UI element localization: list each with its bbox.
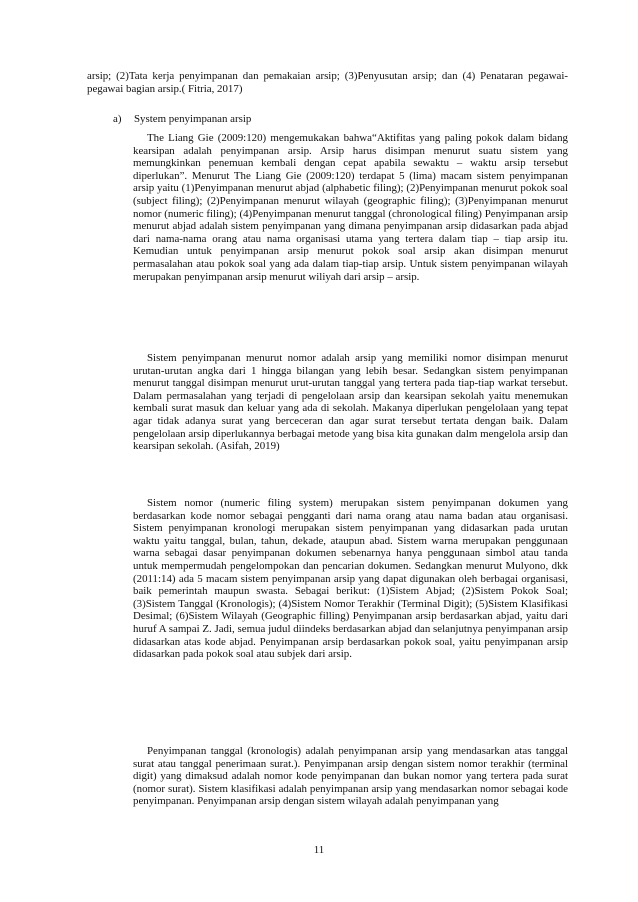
body-paragraph: Sistem nomor (numeric filing system) merupakan sistem penyimpanan dokumen yang berdasarkan kode nomor sebagai pengganti dari nama orang atau nama badan atau organisasi. Sistem penyimpanan kronologi merupakan sistem penyimpanan yang didasarkan pada urutan waktu yaitu tanggal, bulan, tahun, dekade, ataupun abad. Sistem warna merupakan penggunaan warna sebagai dasar penyimpanan dokumen sebenarnya hanya penggunaan simbol atau tanda untuk mempermudah pengelompokan dan pencarian dokumen. Sedangkan menurut Mulyono, dkk (2011:14) ada 5 macam sistem penyimpanan arsip yang dapat digunakan oleh berbagai organisasi, baik pemerintah maupun swasta. Sebagai berikut: (1)Sistem Abjad; (2)Sistem Pokok Soal; (3)Sistem Tanggal (Kronologis); (4)Sistem Nomor Terakhir (Terminal Digit); (5)Sistem Klasifikasi Desimal; (6)Sistem Wilayah (Geographic filling) Penyimpanan arsip berdasarkan abjad, yaitu dari huruf A sampai Z. Jadi, semua judul diindeks berdasarkan abjad dan selanjutnya penyimpanan arsip didasarkan atas kode abjad. Penyimpanan arsip berdasarkan pokok soal, yaitu penyimpanan arsip didasarkan pada pokok soal atau subjek dari arsip. [133, 497, 568, 661]
section-heading [113, 113, 568, 126]
section-marker: a) [113, 113, 122, 125]
body-paragraph: Sistem penyimpanan menurut nomor adalah arsip yang memiliki nomor disimpan menurut urutan-urutan angka dari 1 hingga bilangan yang lebih besar. Sedangkan sistem penyimpanan menurut tanggal disimpan menurut urut-urutan tanggal yang tertera pada tiap-tiap warkat tersebut. Dalam permasalahan yang terjadi di pengelolaan arsip dan kearsipan sekolah yaitu menemukan kembali surat masuk dan keluar yang ada di sekolah. Makanya diperlukan pengelolaan yang tepat agar tidak adanya surat yang berceceran dan agar surat tersebut tertata dengan baik. Dalam pengelolaan arsip diperlukannya berbagai metode yang bisa kita gunakan dalm mengelola arsip dan kearsipan sekolah. (Asifah, 2019) [133, 352, 568, 453]
page-number: 11 [313, 844, 325, 856]
body-paragraph: The Liang Gie (2009:120) mengemukakan bahwa“Aktifitas yang paling pokok dalam bidang kearsipan adalah penyimpanan arsip. Arsip harus disimpan menurut suatu sistem yang memungkinkan penemuan kembali dengan cepat apabila sewaktu – waktu arsip tersebut diperlukan”. Menurut The Liang Gie (2009:120) terdapat 5 (lima) macam sistem penyimpanan arsip yaitu (1)Penyimpanan menurut abjad (alphabetic filing); (2)Penyimpanan menurut pokok soal (subject filing); (2)Penyimpanan menurut wilayah (geographic filing); (3)Penyimpanan menurut nomor (numeric filing); (4)Penyimpanan menurut tanggal (chronological filing) Penyimpanan arsip menurut abjad adalah sistem penyimpanan yang dimana penyimpanan arsip didasarkan pada abjad dari nama-nama orang atau nama organisasi utama yang tertera dalam tiap – tiap arsip itu. Kemudian untuk penyimpanan arsip menurut pokok soal arsip akan disimpan menurut permasalahan atau pokok soal yang ada dalam tiap-tiap arsip. Untuk sistem penyimpanan wilayah merupakan penyimpanan arsip menurut wiliyah dari arsip – arsip. [133, 132, 568, 283]
continued-paragraph: arsip; (2)Tata kerja penyimpanan dan pemakaian arsip; (3)Penyusutan arsip; dan (4) Penataran pegawai-pegawai bagian arsip.( Fitria, 2017) [87, 70, 568, 95]
body-paragraph: Penyimpanan tanggal (kronologis) adalah penyimpanan arsip yang mendasarkan atas tanggal surat atau tanggal penerimaan surat.). Penyimpanan arsip dengan sistem nomor terakhir (terminal digit) yang dimaksud adalah nomor kode penyimpanan dan bukan nomor yang tertera pada surat (nomor surat). Sistem klasifikasi adalah penyimpanan arsip yang mendasarkan nomor sebagai kode penyimpanan. Penyimpanan arsip dengan sistem wilayah adalah penyimpanan yang [133, 745, 568, 808]
section-title: System penyimpanan arsip [134, 113, 252, 125]
